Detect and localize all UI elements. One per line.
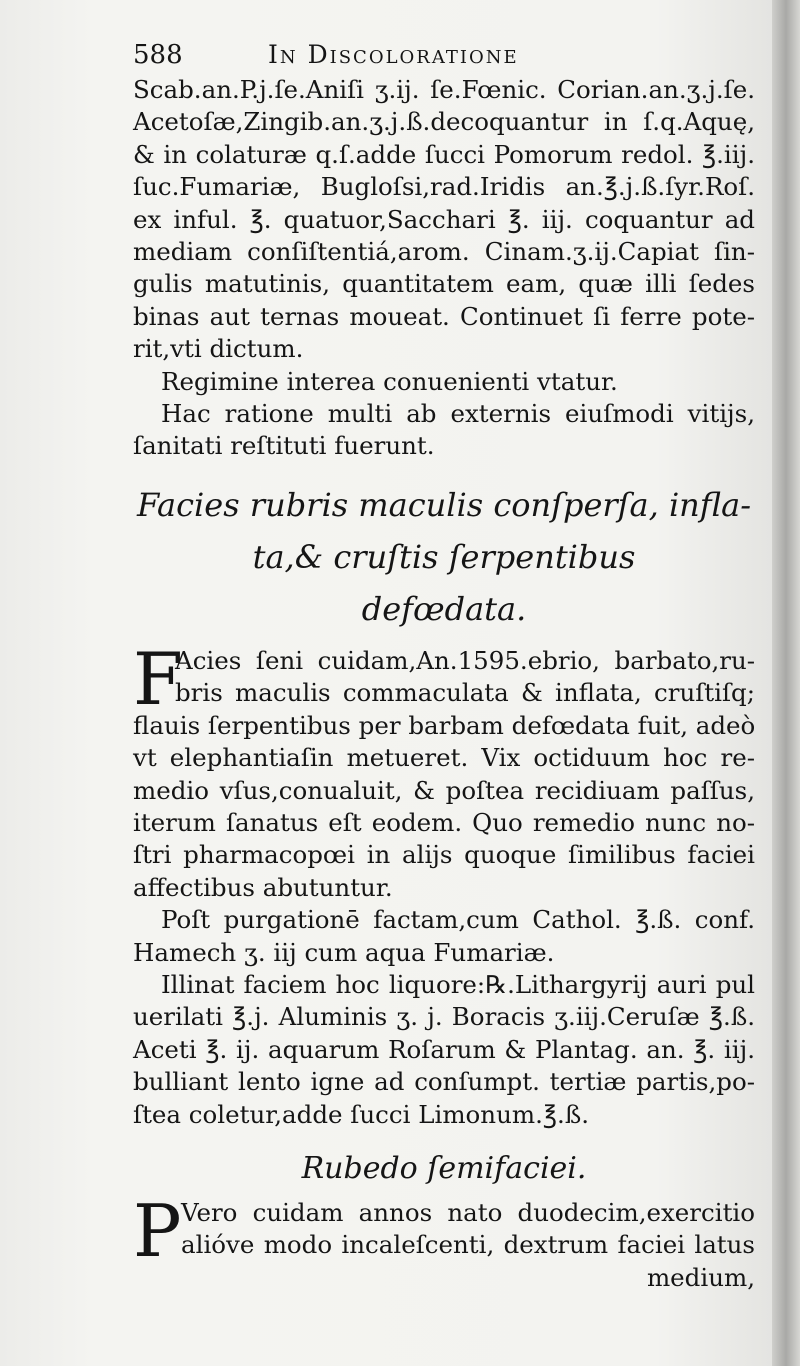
case-text	[133, 636, 756, 904]
text-line: ſuc.Fumariæ, Bugloſsi,rad.Iridis an.℥.j.ß.ſyr.Roſ.	[133, 172, 755, 202]
page-text	[133, 32, 755, 1294]
case-paragraph-1	[133, 636, 756, 904]
text-line: Illinat faciem hoc liquore:℞.Lithargyrij auri pul	[161, 969, 755, 999]
section-title	[133, 479, 755, 635]
text-line: bulliant lento igne ad conſumpt. tertiæ partis,po-	[133, 1067, 755, 1097]
drop-cap: P	[133, 1188, 182, 1273]
text-line: vt elephantiaſin metueret. Vix octiduum hoc re-	[133, 743, 755, 773]
text-line: ſtea coletur,adde ſucci Limonum.℥.ß.	[133, 1099, 589, 1129]
text-line: rit,vti dictum.	[133, 334, 304, 364]
text-line: Hac ratione multi ab externis eiuſmodi vitijs,	[161, 399, 755, 429]
text-line: binas aut ternas moueat. Continuet ſi ferre pote-	[133, 301, 755, 331]
catchword: medium,	[646, 1262, 755, 1292]
text-line: uerilati ℥.j. Aluminis ʒ. j. Boracis ʒ.iij.Ceruſæ ℥.ß.	[133, 1002, 755, 1032]
paragraph-outcome	[133, 398, 755, 463]
text-line: medio vſus,conualuit, & poſtea recidiuam paſſus,	[133, 775, 755, 805]
case-paragraph-2	[133, 1188, 755, 1294]
paragraph-regimen	[133, 366, 755, 398]
page-number: 588	[133, 40, 183, 70]
page-header	[133, 32, 755, 74]
text-line: ex inful. ℥. quatuor,Sacchari ℥. iij. coquantur ad	[133, 204, 755, 234]
text-line: Poſt purgationē factam,cum Cathol. ℥.ß. conf.	[161, 905, 755, 935]
text-line: flauis ſerpentibus per barbam defœdata fuit, adeò	[133, 710, 756, 740]
text-line: Aceti ℥. ij. aquarum Roſarum & Plantag. an. ℥. iij.	[133, 1034, 755, 1064]
paragraph-recipe	[133, 74, 755, 366]
text-line: Acies ſeni cuidam,An.1595.ebrio, barbato,ru-	[175, 645, 755, 675]
text-line: affectibus abutuntur.	[133, 872, 393, 902]
title-line: Facies rubris maculis conſperſa, infla-	[136, 485, 752, 524]
text-line: ſanitati reſtituti fuerunt.	[133, 431, 435, 461]
text-line: ſtri pharmacopœi in alijs quoque ſimilibus faciei	[133, 840, 755, 870]
text-line: Scab.an.P.j.ſe.Aniſi ʒ.ij. ſe.Fœnic. Corian.an.ʒ.j.ſe.	[133, 75, 755, 104]
title-line: defœdata.	[361, 589, 527, 628]
text-line: bris maculis commaculata & inflata, cruſtiſq;	[175, 678, 755, 708]
text-line: Vero cuidam annos nato duodecim,exercitio	[181, 1197, 755, 1227]
text-line: Acetoſæ,Zingib.an.ʒ.j.ß.decoquantur in ſ.q.Aquę,	[133, 107, 755, 137]
text-line: gulis matutinis, quantitatem eam, quæ illi ſedes	[133, 269, 755, 299]
case-text	[133, 1188, 755, 1294]
text-line: iterum ſanatus eſt eodem. Quo remedio nunc no-	[133, 807, 755, 837]
text-line: alióve modo incaleſcenti, dextrum faciei latus	[181, 1230, 755, 1260]
running-title: In Discoloratione	[268, 40, 519, 69]
section-subtitle: Rubedo ſemifaciei.	[301, 1150, 587, 1186]
title-line: ta,& cruſtis ſerpentibus	[252, 537, 636, 576]
text-line: & in colaturæ q.ſ.adde ſucci Pomorum redol. ℥.iij.	[133, 139, 755, 169]
paragraph-purgation	[133, 904, 755, 969]
text-line: mediam conſiſtentiá,arom. Cinam.ʒ.ij.Capiat ſin-	[133, 237, 755, 267]
page-gutter	[772, 0, 800, 1366]
text-line: Hamech ʒ. iij cum aqua Fumariæ.	[133, 937, 555, 967]
drop-cap: F	[133, 636, 183, 721]
paragraph-liniment	[133, 969, 755, 1131]
text-line: Regimine interea conuenienti vtatur.	[161, 366, 618, 396]
